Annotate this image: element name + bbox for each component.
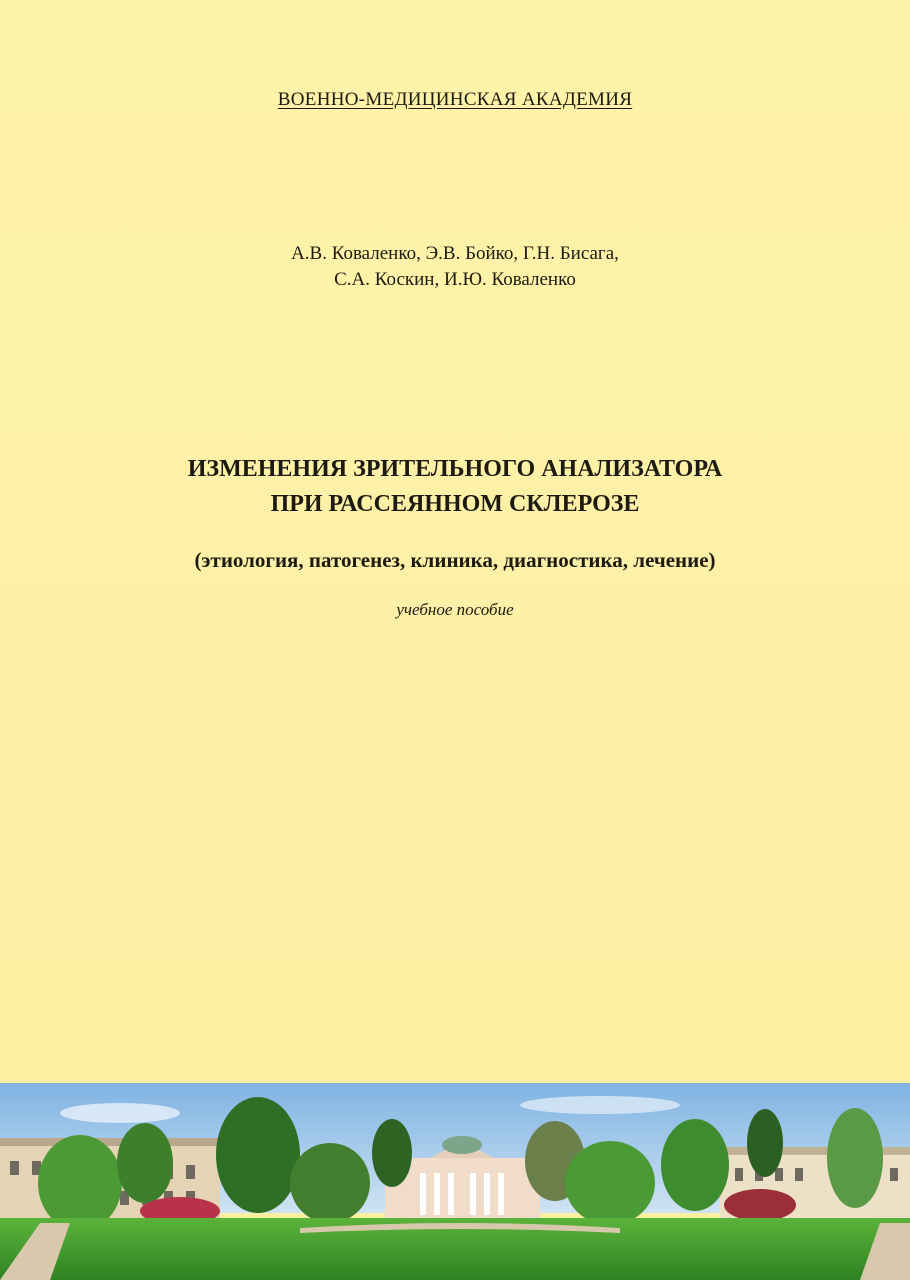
book-title	[0, 452, 910, 522]
title-line-1: ИЗМЕНЕНИЯ ЗРИТЕЛЬНОГО АНАЛИЗАТОРА	[187, 456, 723, 482]
campus-panorama-photo	[0, 1083, 910, 1280]
institution-name	[0, 89, 910, 111]
publication-type: учебное пособие	[396, 600, 514, 619]
authors-line-2: С.А. Коскин, И.Ю. Коваленко	[334, 269, 576, 290]
authors-line-1: А.В. Коваленко, Э.В. Бойко, Г.Н. Бисага,	[291, 243, 619, 264]
title-line-2: ПРИ РАССЕЯННОМ СКЛЕРОЗЕ	[270, 491, 640, 517]
authors-block	[0, 241, 910, 293]
panorama-illustration	[0, 1083, 910, 1280]
book-subtitle: (этиология, патогенез, клиника, диагностика, лечение)	[194, 548, 716, 572]
institution-label: ВОЕННО-МЕДИЦИНСКАЯ АКАДЕМИЯ	[277, 89, 633, 110]
